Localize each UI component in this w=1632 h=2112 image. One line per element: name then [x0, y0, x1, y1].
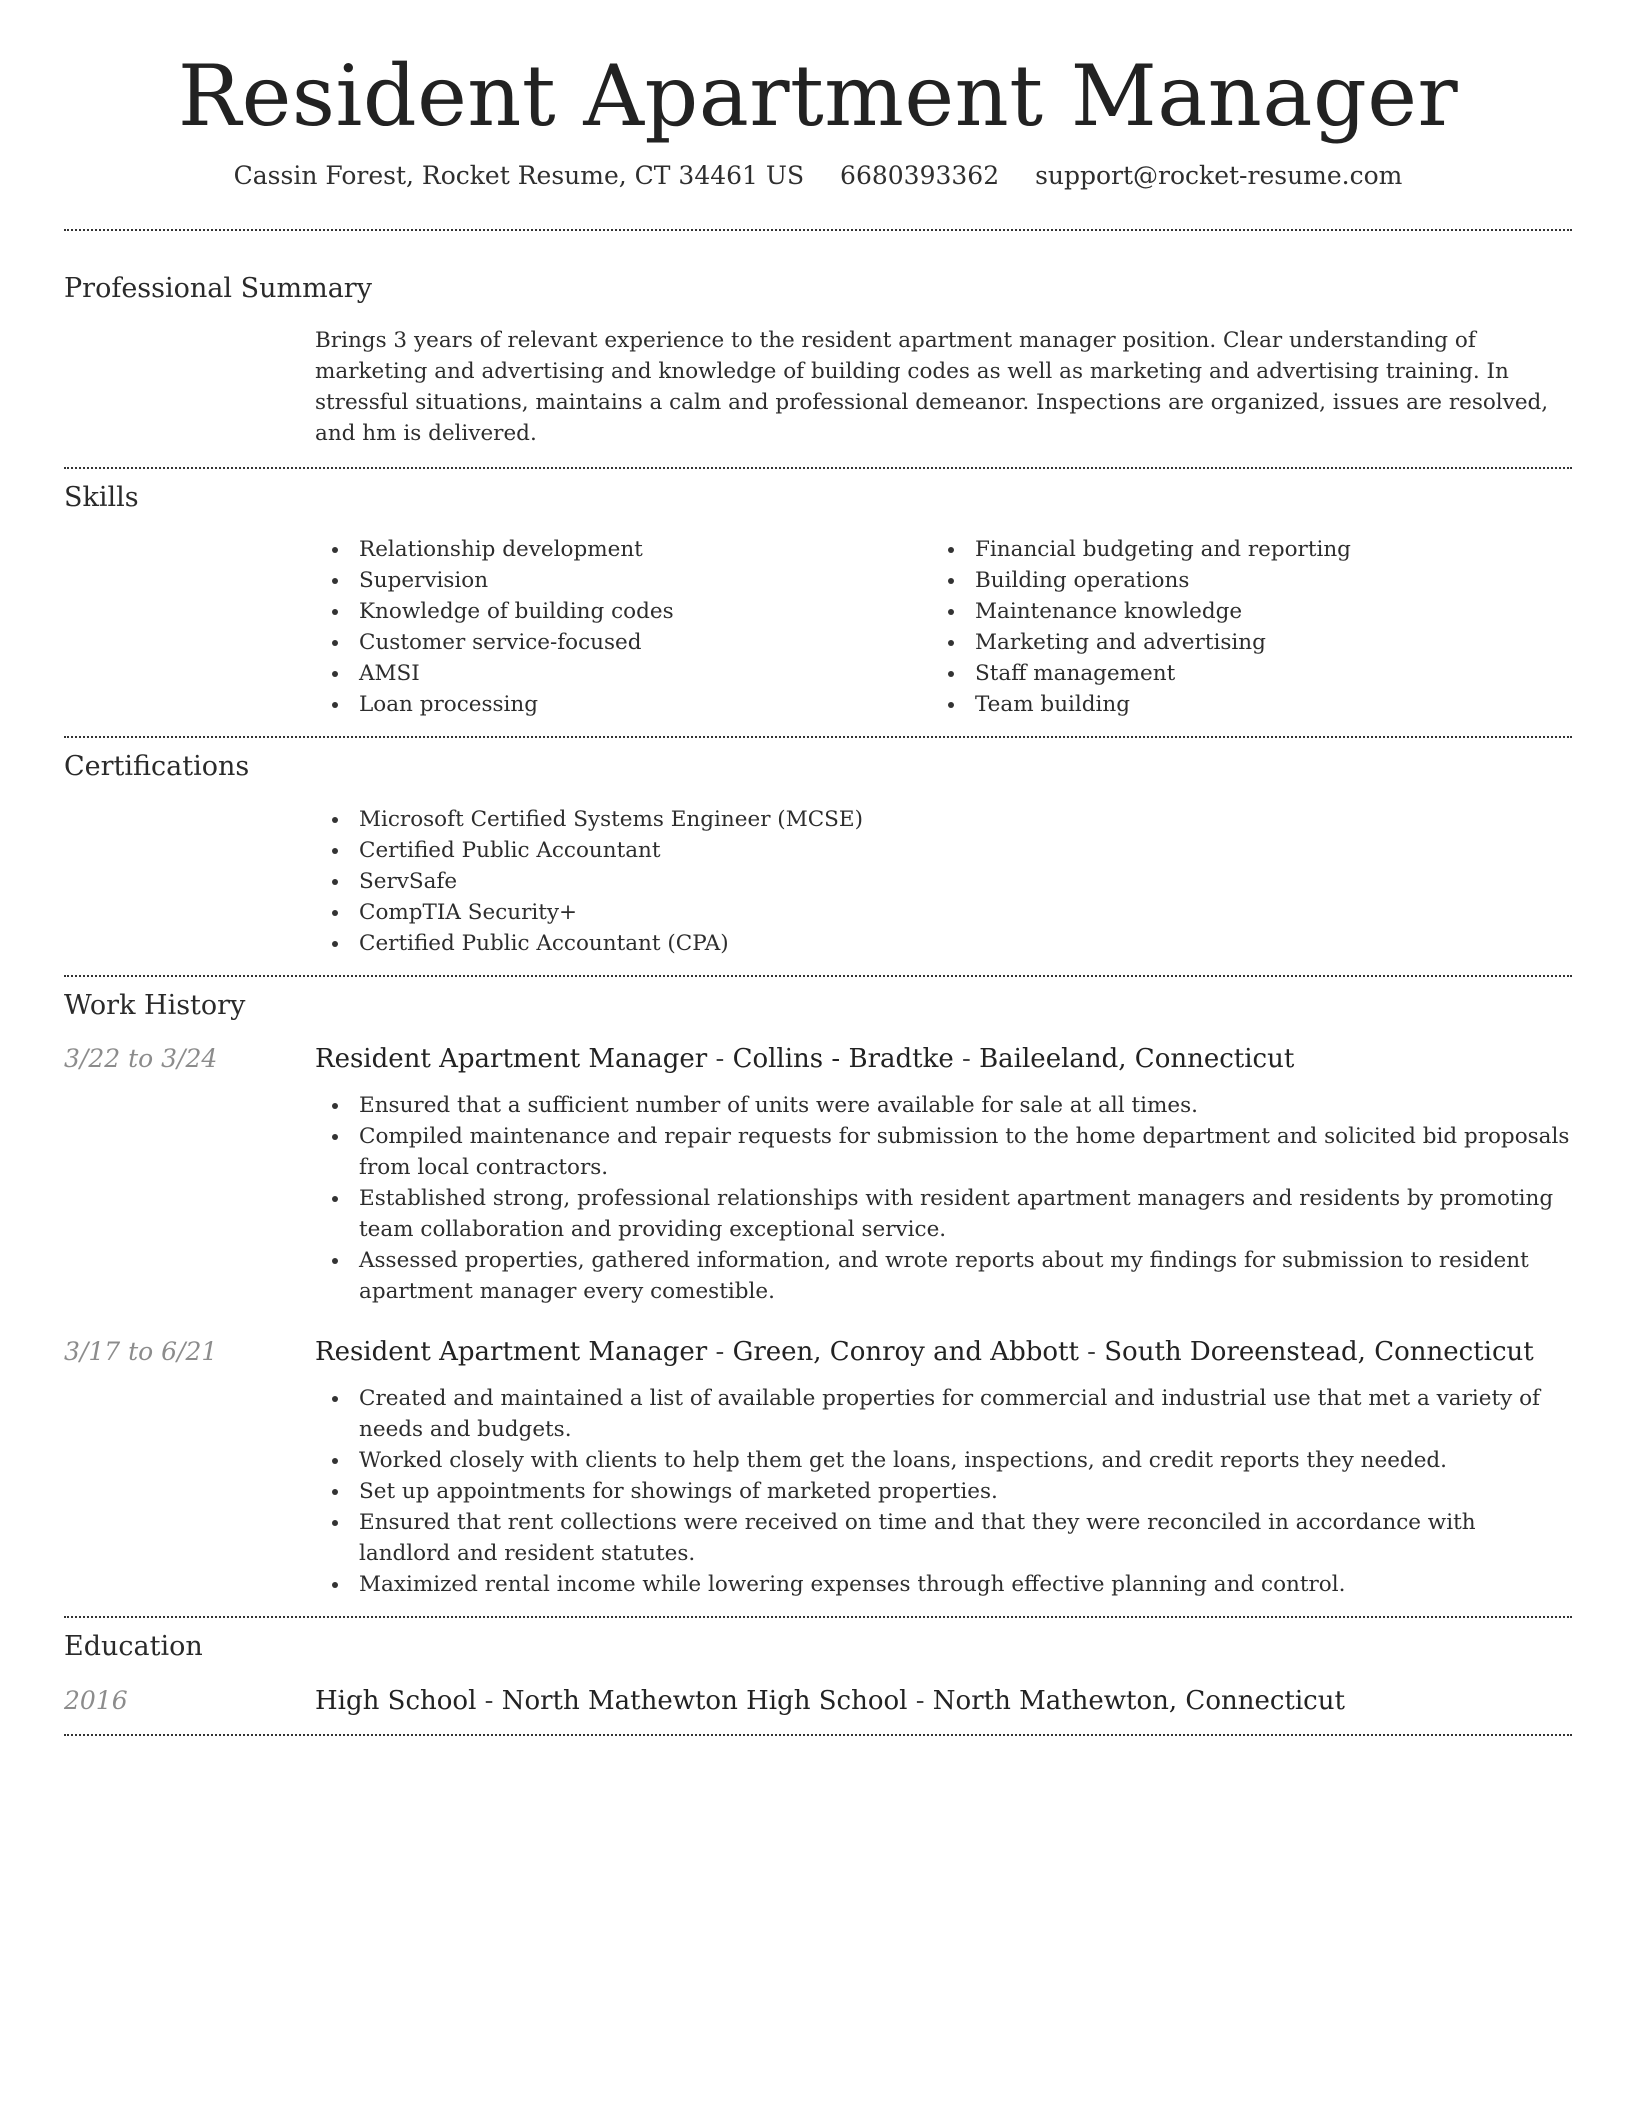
resume-name: Resident Apartment Manager — [177, 47, 1459, 145]
skill-item: Relationship development — [315, 534, 931, 565]
certification-item: Certified Public Accountant — [315, 835, 1572, 866]
job-heading — [315, 1335, 1572, 1369]
job-bullet: Ensured that rent collections were received on time and that they were reconciled in accordance with landlord and resident statutes. — [315, 1507, 1572, 1569]
contact-email: support@rocket-resume.com — [1035, 161, 1403, 191]
divider — [64, 736, 1572, 738]
contact-phone: 6680393362 — [840, 161, 1000, 191]
section-title: Skills — [64, 482, 139, 514]
separator: - — [1078, 1337, 1105, 1368]
job-bullets — [315, 1383, 1572, 1600]
contact-address: Cassin Forest, Rocket Resume, CT 34461 US — [233, 161, 805, 191]
divider — [64, 1616, 1572, 1618]
job-entry — [64, 1335, 1572, 1600]
divider — [64, 229, 1572, 231]
separator: - — [907, 1685, 933, 1716]
education-heading — [315, 1684, 1572, 1718]
skill-item: Financial budgeting and reporting — [931, 534, 1547, 565]
certification-item: ServSafe — [315, 866, 1572, 897]
job-company: Green, Conroy and Abbott — [732, 1337, 1079, 1368]
contact-line — [64, 160, 1572, 193]
education-entry — [64, 1684, 1572, 1718]
skill-item: Staff management — [931, 658, 1547, 689]
section-title: Work History — [64, 989, 246, 1021]
section-title: Professional Summary — [64, 272, 372, 304]
divider — [64, 1734, 1572, 1736]
job-location: South Doreenstead, Connecticut — [1104, 1337, 1534, 1368]
skill-item: Building operations — [931, 565, 1547, 596]
education-school: North Mathewton High School — [501, 1685, 908, 1716]
divider — [64, 467, 1572, 469]
skills-section — [64, 482, 1572, 720]
job-title: Resident Apartment Manager — [315, 1044, 708, 1075]
job-bullet: Established strong, professional relationships with resident apartment managers and residents by promoting team collaboration and providing exceptional service. — [315, 1183, 1572, 1245]
section-title: Certifications — [64, 751, 250, 783]
certifications-list — [315, 804, 1572, 959]
education-year: 2016 — [64, 1685, 128, 1715]
job-bullet: Maximized rental income while lowering expenses through effective planning and control. — [315, 1569, 1572, 1600]
work-history-section — [64, 990, 1572, 1600]
skill-item: Knowledge of building codes — [315, 596, 931, 627]
skills-list-right — [931, 534, 1547, 720]
separator: - — [476, 1685, 502, 1716]
skill-item: Marketing and advertising — [931, 627, 1547, 658]
job-bullet: Worked closely with clients to help them get the loans, inspections, and credit reports they needed. — [315, 1445, 1572, 1476]
job-bullet: Ensured that a sufficient number of units were available for sale at all times. — [315, 1090, 1572, 1121]
job-bullets — [315, 1090, 1572, 1307]
job-title: Resident Apartment Manager — [315, 1337, 708, 1368]
certifications-section — [64, 751, 1572, 958]
job-company: Collins - Bradtke — [732, 1044, 954, 1075]
skill-item: AMSI — [315, 658, 931, 689]
summary-text: Brings 3 years of relevant experience to the resident apartment manager position. Clear understanding of marketing and advertising and knowledge of building codes as well as marketing and advertising training. In stressful situations, maintains a calm and professional demeanor. Inspections are organized, issues are resolved, and hm is delivered. — [315, 328, 1549, 447]
section-title: Education — [64, 1631, 203, 1663]
skills-grid — [315, 534, 1572, 720]
certification-item: Certified Public Accountant (CPA) — [315, 928, 1572, 959]
job-entry — [64, 1042, 1572, 1307]
education-degree: High School — [315, 1685, 477, 1716]
job-bullet: Created and maintained a list of available properties for commercial and industrial use that met a variety of needs and budgets. — [315, 1383, 1572, 1445]
skills-list-left — [315, 534, 931, 720]
job-bullet: Set up appointments for showings of marketed properties. — [315, 1476, 1572, 1507]
separator: - — [953, 1044, 980, 1075]
skill-item: Customer service-focused — [315, 627, 931, 658]
certification-item: CompTIA Security+ — [315, 897, 1572, 928]
skill-item: Team building — [931, 689, 1547, 720]
summary-section — [64, 273, 1572, 449]
resume-page — [64, 0, 1572, 1736]
job-dates: 3/17 to 6/21 — [64, 1337, 218, 1367]
separator: - — [707, 1337, 733, 1368]
job-bullet: Compiled maintenance and repair requests for submission to the home department and solicited bid proposals from local contractors. — [315, 1121, 1572, 1183]
job-dates: 3/22 to 3/24 — [64, 1044, 218, 1074]
separator: - — [707, 1044, 733, 1075]
job-heading — [315, 1042, 1572, 1076]
job-location: Baileeland, Connecticut — [979, 1044, 1295, 1075]
skill-item: Loan processing — [315, 689, 931, 720]
certification-item: Microsoft Certified Systems Engineer (MCSE) — [315, 804, 1572, 835]
skill-item: Maintenance knowledge — [931, 596, 1547, 627]
divider — [64, 975, 1572, 977]
education-section — [64, 1631, 1572, 1717]
education-location: North Mathewton, Connecticut — [932, 1685, 1345, 1716]
job-bullet: Assessed properties, gathered information, and wrote reports about my findings for submission to resident apartment manager every comestible. — [315, 1245, 1572, 1307]
skill-item: Supervision — [315, 565, 931, 596]
